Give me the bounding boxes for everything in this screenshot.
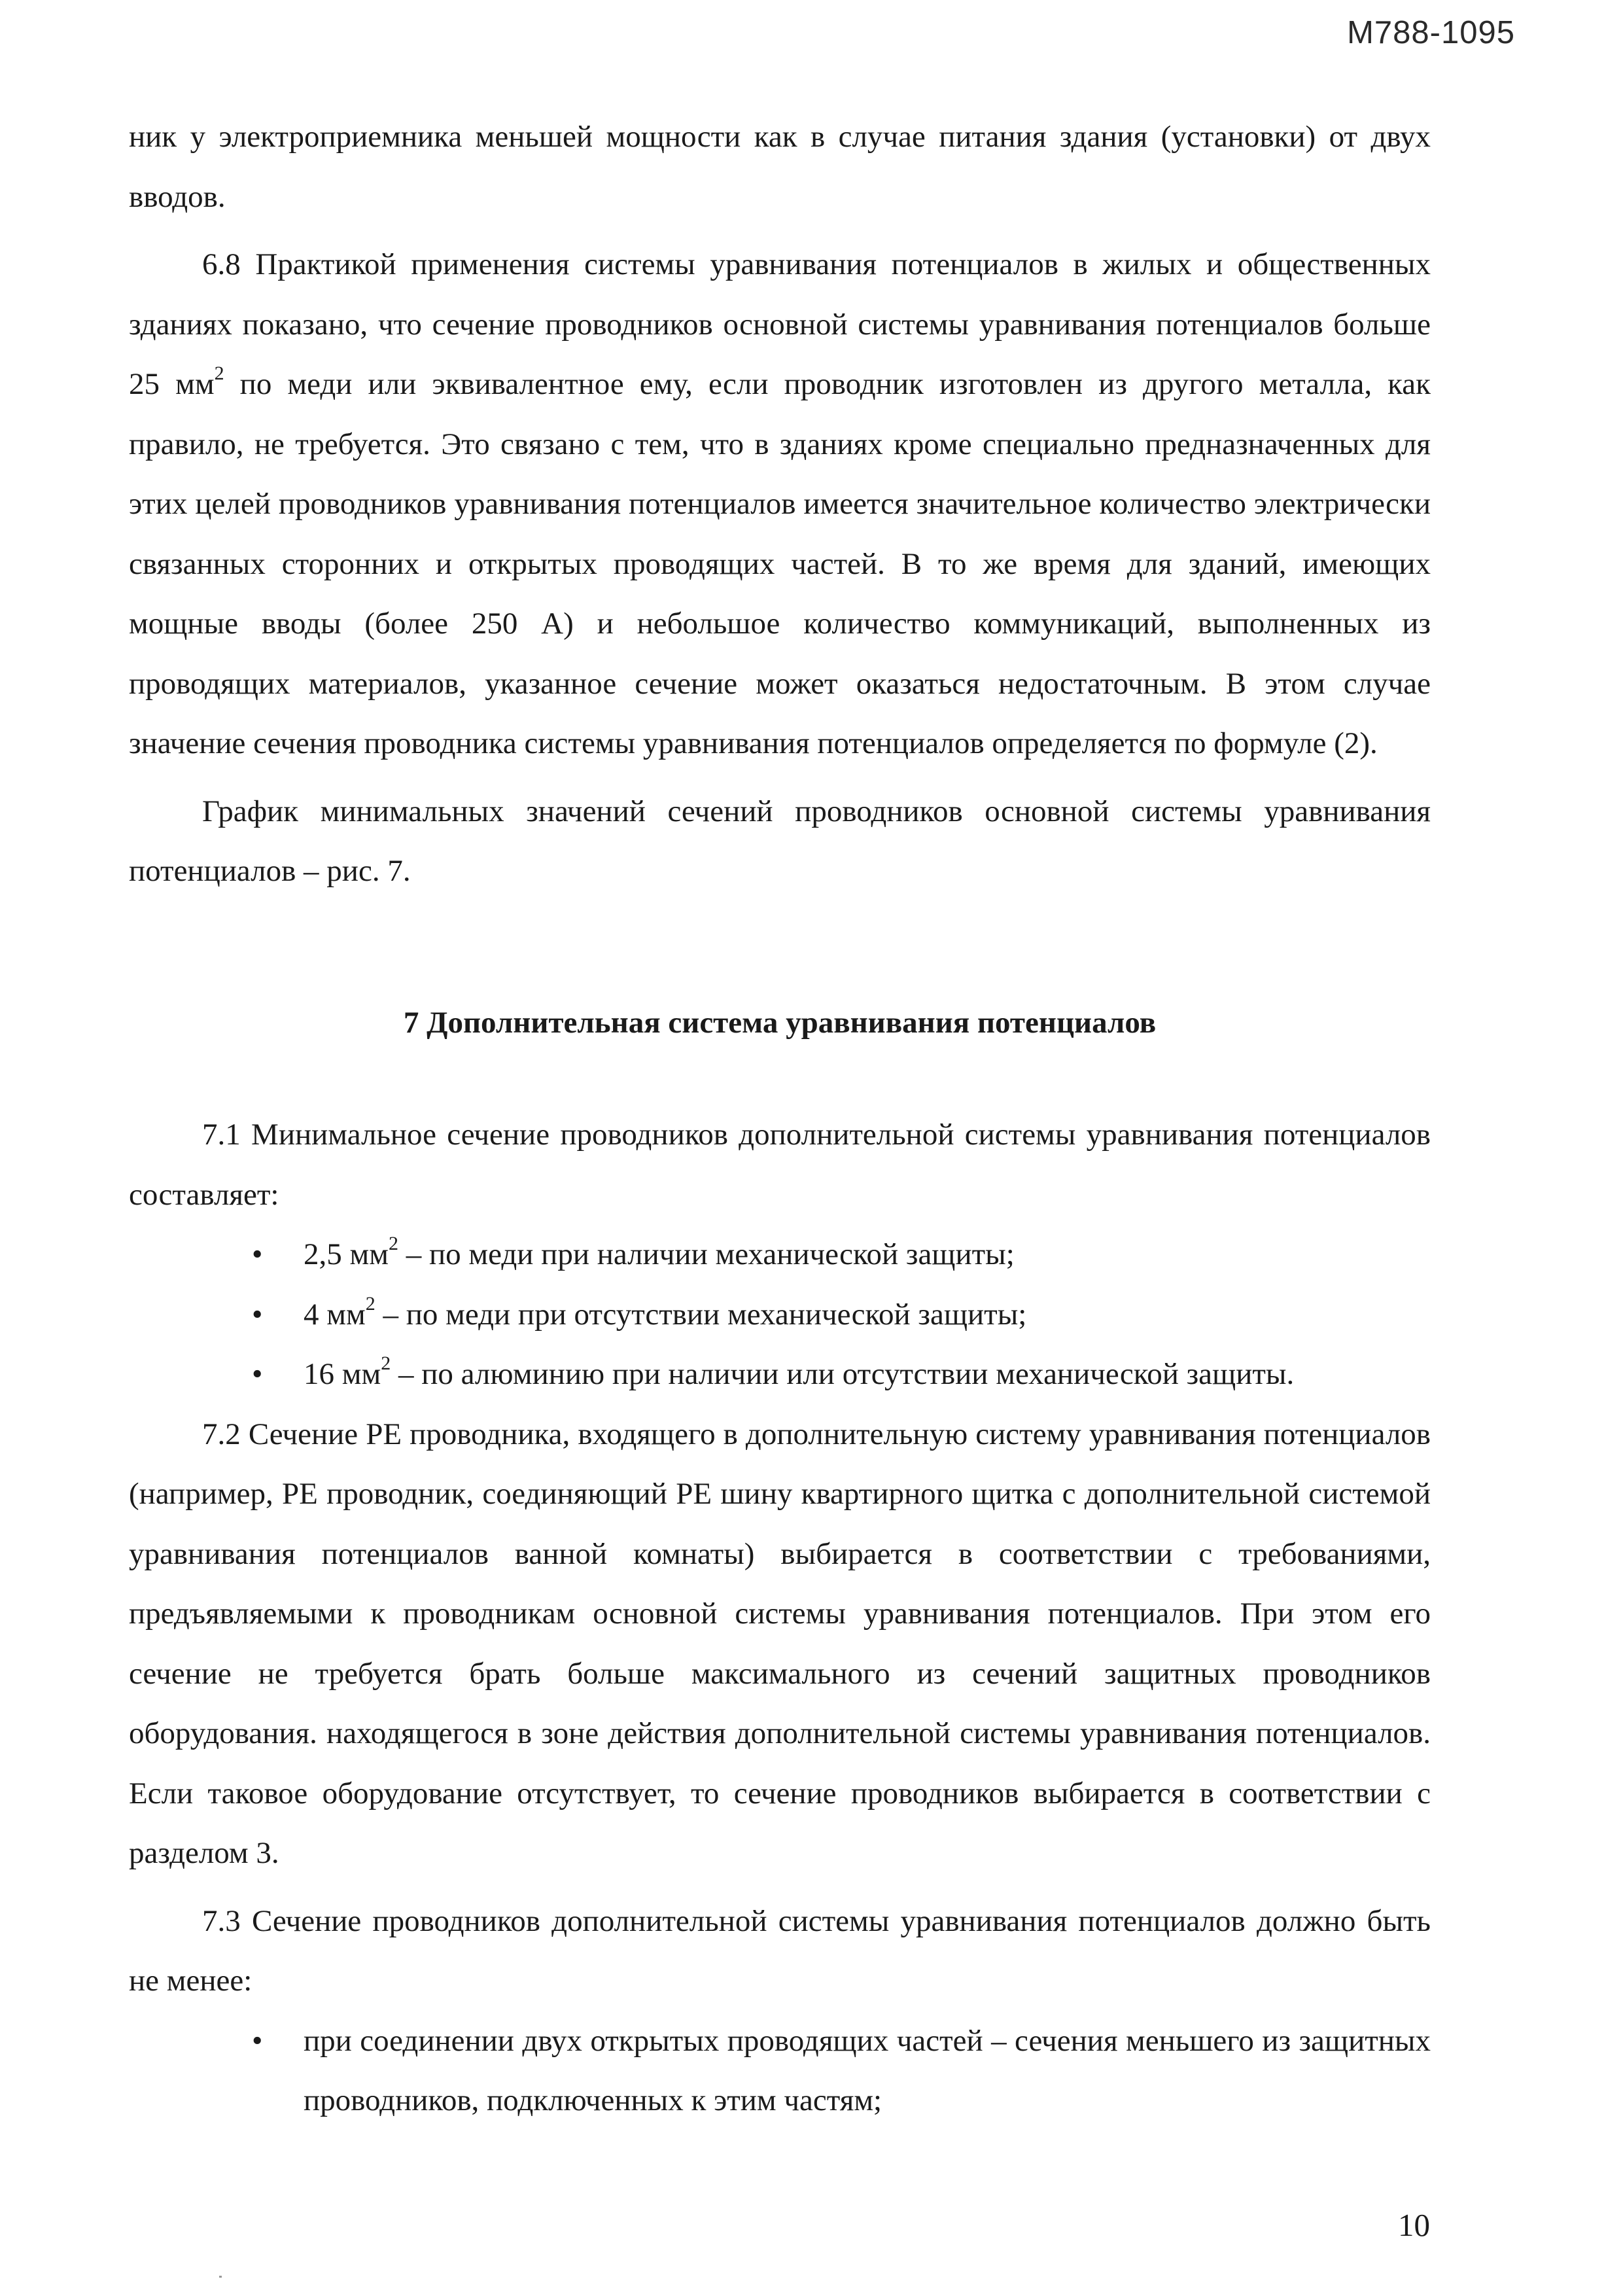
- list-item-text: 4 мм: [304, 1297, 366, 1332]
- bullet-icon: •: [252, 1237, 263, 1271]
- paragraph-7-3: 7.3 Сечение проводников дополнительной системы уравнивания потенциалов должно быть не менее:: [129, 1903, 1431, 1998]
- list-item: [129, 1285, 1431, 1345]
- list-item-text: – по меди при наличии механической защиты;: [398, 1237, 1015, 1271]
- list-item-text: 2,5 мм: [304, 1237, 389, 1271]
- list-item: [129, 1225, 1431, 1285]
- list-item-text: – по алюминию при наличии или отсутствии механической защиты.: [391, 1357, 1295, 1391]
- bullet-icon: •: [252, 1297, 263, 1332]
- superscript: 2: [381, 1352, 391, 1374]
- document-body: [129, 107, 1431, 2131]
- page-number: 10: [1398, 2207, 1430, 2243]
- paragraph-6-8: [129, 235, 1431, 774]
- paragraph-6-8-part2: по меди или эквивалентное ему, если проводник изготовлен из другого металла, как правило, не требуется. Это связано с тем, что в зданиях кроме специально предназначенных для этих целей проводников уравнивания потенциалов имеется значительное количество электрически связанных сторонних и открытых проводящих частей. В то же время для зданий, имеющих мощные вводы (более 250 А) и небольшое количество коммуникаций, выполненных из проводящих материалов, указанное сечение может оказаться недостаточным. В этом случае значение сечения проводника системы уравнивания потенциалов определяется по формуле (2).: [129, 367, 1431, 760]
- list-item-text: при соединении двух открытых проводящих частей – сечения меньшего из защитных проводников, подключенных к этим частям;: [304, 2023, 1431, 2117]
- paragraph-7-2: 7.2 Сечение РЕ проводника, входящего в дополнительную систему уравнивания потенциалов (например, РЕ проводник, соединяющий РЕ шину квартирного щитка с дополнительной системой уравнивания потенциалов ванной комнаты) выбирается в соответствии с требованиями, предъявляемыми к проводникам основной системы уравнивания потенциалов. При этом его сечение не требуется брать больше максимального из сечений защитных проводников оборудования. находящегося в зоне действия дополнительной системы уравнивания потенциалов. Если таковое оборудование отсутствует, то сечение проводников выбирается в соответствии с разделом 3.: [129, 1417, 1431, 1870]
- list-item: [129, 1345, 1431, 1405]
- scan-artifact: [219, 2276, 222, 2278]
- document-code: M788-1095: [1347, 15, 1515, 50]
- superscript: 2: [365, 1292, 375, 1315]
- bullet-icon: •: [252, 2023, 263, 2058]
- bullet-list-7-3: [129, 2011, 1431, 2131]
- bullet-list-7-1: [129, 1225, 1431, 1405]
- section-7-heading: 7 Дополнительная система уравнивания потенциалов: [403, 1005, 1157, 1040]
- superscript: 2: [214, 362, 224, 384]
- paragraph-7-1: 7.1 Минимальное сечение проводников дополнительной системы уравнивания потенциалов составляет:: [129, 1118, 1431, 1212]
- list-item-text: – по меди при отсутствии механической защиты;: [375, 1297, 1027, 1332]
- superscript: 2: [388, 1233, 398, 1254]
- paragraph-graph-reference: График минимальных значений сечений проводников основной системы уравнивания потенциалов – рис. 7.: [129, 794, 1431, 888]
- list-item-text: 16 мм: [304, 1357, 381, 1391]
- list-item: [129, 2011, 1431, 2131]
- continuation-paragraph: ник у электроприемника меньшей мощности как в случае питания здания (установки) от двух вводов.: [129, 120, 1431, 214]
- bullet-icon: •: [252, 1357, 263, 1391]
- paragraph-6-8-part1: 6.8 Практикой применения системы уравнивания потенциалов в жилых и общественных зданиях показано, что сечение проводников основной системы уравнивания потенциалов больше 25 мм: [129, 247, 1431, 401]
